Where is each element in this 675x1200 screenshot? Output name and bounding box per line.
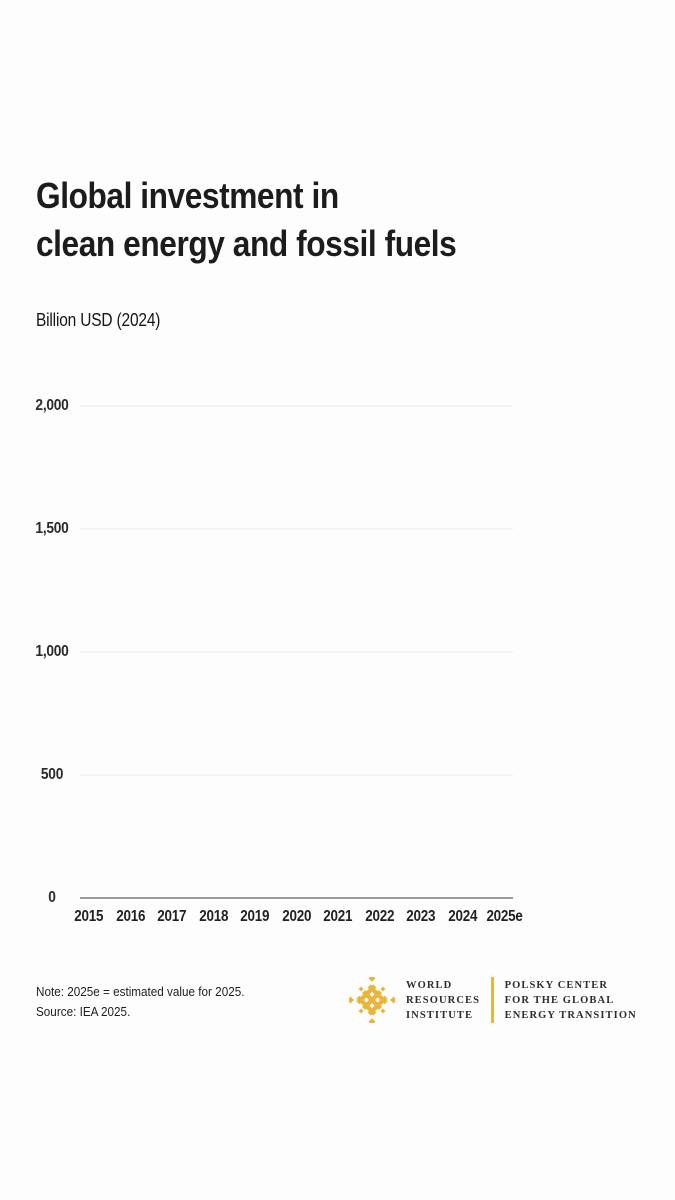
footnote (36, 982, 244, 1022)
x-tick-label: 2015 (74, 908, 104, 925)
polsky-logo-text-line: FOR THE GLOBAL (504, 994, 615, 1006)
logo-divider (491, 977, 494, 1023)
gridline (80, 406, 513, 407)
gridline (80, 529, 513, 530)
x-tick-label: 2016 (115, 908, 145, 925)
gridline (80, 775, 513, 776)
x-tick-label: 2023 (406, 908, 436, 925)
gridline (80, 652, 513, 653)
x-tick-label: 2017 (157, 908, 187, 925)
wri-logo-text-line: INSTITUTE (406, 1009, 474, 1021)
wri-weave-logo-icon (349, 977, 395, 1023)
wri-logo-text-line: RESOURCES (406, 994, 481, 1006)
x-tick-label: 2024 (447, 908, 477, 925)
x-tick-label: 2020 (281, 908, 311, 925)
y-tick-label: 1,000 (35, 643, 69, 660)
wri-logo-text-line: WORLD (406, 979, 453, 991)
polsky-logo-text-line: POLSKY CENTER (504, 979, 609, 991)
chart-title-line-2: clean energy and fossil fuels (36, 223, 457, 264)
polsky-center-logo-text (505, 978, 637, 1023)
polsky-logo-text-line: ENERGY TRANSITION (504, 1009, 637, 1021)
x-axis-labels (68, 908, 526, 926)
y-tick-label: 2,000 (35, 397, 69, 414)
y-tick-label: 1,500 (35, 520, 69, 537)
x-tick-label: 2021 (323, 908, 353, 925)
y-tick-label: 0 (48, 889, 56, 906)
chart-subtitle: Billion USD (2024) (36, 310, 161, 330)
x-tick-label: 2018 (198, 908, 228, 925)
chart-title-line-1: Global investment in (36, 175, 339, 216)
wri-logo-text (406, 978, 480, 1023)
y-tick-label: 500 (40, 766, 64, 783)
footnote-source-line: Source: IEA 2025. (36, 1004, 131, 1019)
x-tick-label: 2022 (364, 908, 394, 925)
x-tick-label: 2019 (240, 908, 270, 925)
logo-lockup (349, 977, 637, 1023)
x-tick-label: 2025e (486, 908, 523, 925)
x-axis-baseline (80, 897, 513, 899)
footnote-note-line: Note: 2025e = estimated value for 2025. (36, 984, 245, 999)
